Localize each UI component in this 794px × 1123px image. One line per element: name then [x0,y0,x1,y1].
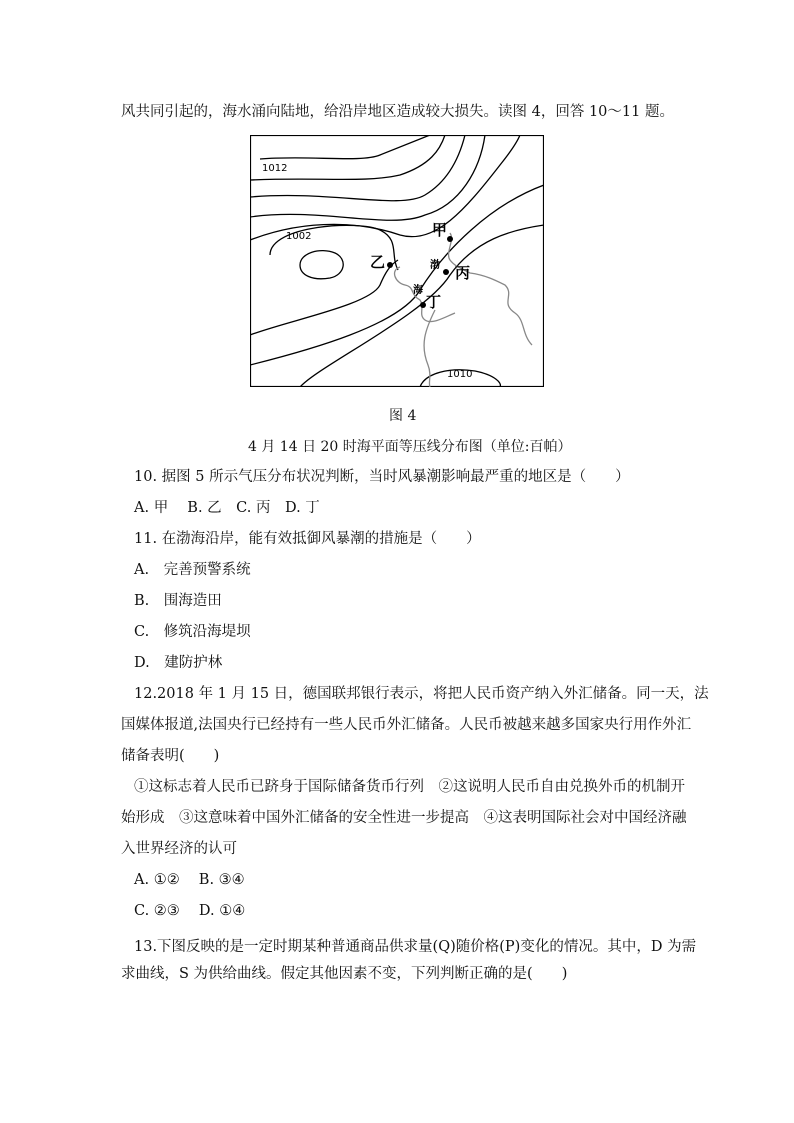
point-jia-marker [447,236,453,242]
q11-option-b: B. 围海造田 [134,593,222,609]
figure-caption: 4 月 14 日 20 时海平面等压线分布图（单位:百帕） [248,439,572,455]
q10-options: A. 甲 B. 乙 C. 丙 D. 丁 [134,500,320,516]
q12-line-1: 12.2018 年 1 月 15 日，德国联邦银行表示，将把人民币资产纳入外汇储备。同一天，法 [134,686,709,702]
isobar-label-1002: 1002 [286,231,312,242]
q11-option-d: D. 建防护林 [134,655,223,671]
point-bing-marker [443,269,449,275]
intro-text: 风共同引起的，海水涌向陆地，给沿岸地区造成较大损失。读图 4，回答 10～11 题。 [121,104,674,120]
sea-label-bo: 渤 [430,260,440,271]
isobar-label-1012: 1012 [262,163,288,174]
q12-line-3: 储备表明( ) [121,748,220,764]
q12-line-5: 始形成 ③这意味着中国外汇储备的安全性进一步提高 ④这表明国际社会对中国经济融 [121,810,687,826]
isobar-map [250,135,544,387]
q11-stem: 11. 在渤海沿岸，能有效抵御风暴潮的措施是（ ） [134,531,481,547]
q12-options-1: A. ①② B. ③④ [134,872,245,888]
q13-line-2: 求曲线，S 为供给曲线。假定其他因素不变，下列判断正确的是( ) [121,966,568,982]
q12-line-6: 入世界经济的认可 [121,841,237,857]
q12-line-2: 国媒体报道,法国央行已经持有一些人民币外汇储备。人民币被越来越多国家央行用作外汇 [121,717,692,733]
point-ding-label: 丁 [426,293,442,311]
point-yi-marker [387,262,393,268]
q12-options-2: C. ②③ D. ①④ [134,903,246,919]
point-yi-label: 乙 [370,253,386,271]
q10-stem: 10. 据图 5 所示气压分布状况判断，当时风暴潮影响最严重的地区是（ ） [134,469,630,485]
point-jia-label: 甲 [432,221,448,239]
point-bing-label: 丙 [455,264,471,282]
q11-option-a: A. 完善预警系统 [134,562,251,578]
isobar-label-1010: 1010 [447,369,473,380]
sea-label-hai: 海 [413,285,423,296]
q11-option-c: C. 修筑沿海堤坝 [134,624,251,640]
q12-line-4: ①这标志着人民币已跻身于国际储备货币行列 ②这说明人民币自由兑换外币的机制开 [134,779,685,795]
figure-number: 图 4 [389,408,417,424]
q13-line-1: 13.下图反映的是一定时期某种普通商品供求量(Q)随价格(P)变化的情况。其中，D 为需 [134,939,697,955]
